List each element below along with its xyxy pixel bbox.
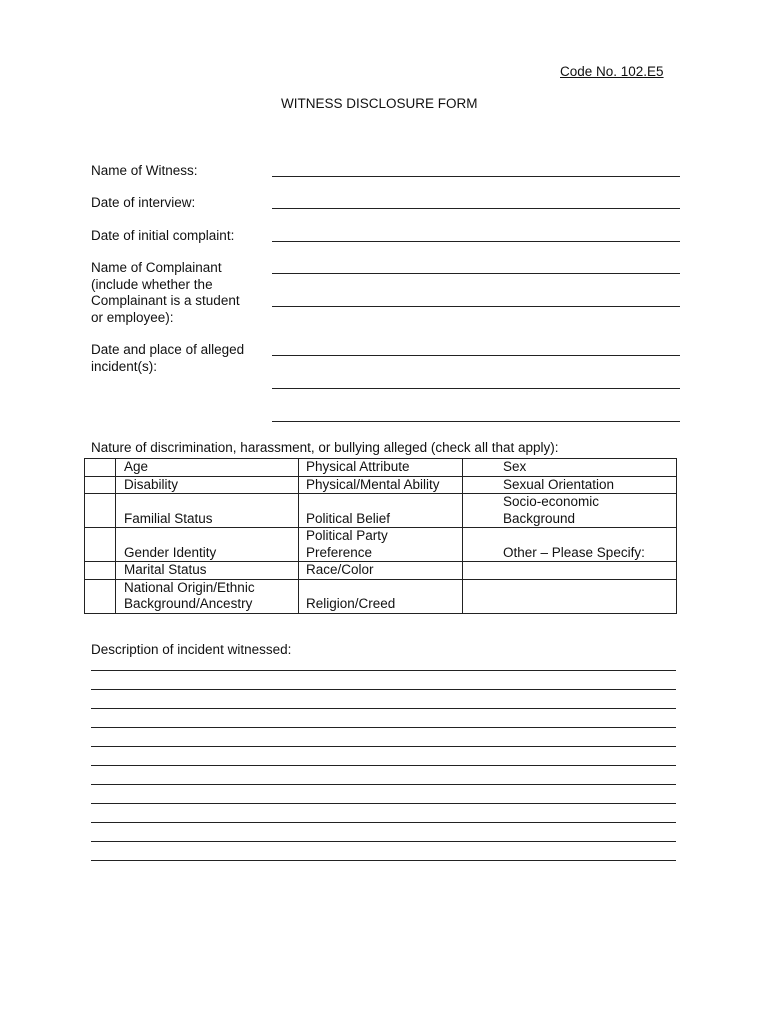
date-initial-complaint-label: Date of initial complaint: xyxy=(91,228,235,243)
description-line[interactable] xyxy=(91,822,676,823)
checkbox-familial-status[interactable] xyxy=(85,494,116,528)
description-line[interactable] xyxy=(91,803,676,804)
checklist-row xyxy=(85,562,677,580)
option-political-party-preference[interactable]: Political Party Preference xyxy=(299,528,463,562)
description-label: Description of incident witnessed: xyxy=(91,642,292,657)
description-line[interactable] xyxy=(91,860,676,861)
option-sex[interactable]: Sex xyxy=(463,459,677,477)
checklist-row xyxy=(85,494,677,528)
description-line[interactable] xyxy=(91,727,676,728)
name-of-witness-label: Name of Witness: xyxy=(91,163,198,178)
checkbox-gender-identity[interactable] xyxy=(85,528,116,562)
name-of-witness-field[interactable] xyxy=(272,176,680,177)
name-of-complainant-field-2[interactable] xyxy=(272,306,680,307)
description-line[interactable] xyxy=(91,746,676,747)
option-religion-creed[interactable]: Religion/Creed xyxy=(299,579,463,613)
description-line[interactable] xyxy=(91,689,676,690)
option-national-origin-ethnic: National Origin/Ethnic Background/Ancestry xyxy=(116,579,299,613)
description-line[interactable] xyxy=(91,765,676,766)
option-marital-status: Marital Status xyxy=(116,562,299,580)
date-place-incident-label: Date and place of alleged incident(s): xyxy=(91,342,245,374)
date-initial-complaint-field[interactable] xyxy=(272,241,680,242)
name-of-complainant-label: Name of Complainant (include whether the Complainant is a student or employee): xyxy=(91,260,240,325)
code-number: Code No. 102.E5 xyxy=(560,64,664,79)
option-disability: Disability xyxy=(116,476,299,494)
checkbox-age[interactable] xyxy=(85,459,116,477)
checkbox-marital-status[interactable] xyxy=(85,562,116,580)
checklist-row xyxy=(85,528,677,562)
name-of-complainant-field-1[interactable] xyxy=(272,273,680,274)
description-line[interactable] xyxy=(91,784,676,785)
checklist-row xyxy=(85,459,677,477)
form-title: WITNESS DISCLOSURE FORM xyxy=(281,96,478,111)
date-place-incident-field-3[interactable] xyxy=(272,421,680,422)
option-physical-attribute[interactable]: Physical Attribute xyxy=(299,459,463,477)
option-socio-economic-background[interactable]: Socio-economic Background xyxy=(463,494,677,528)
checkbox-national-origin[interactable] xyxy=(85,579,116,613)
option-sexual-orientation[interactable]: Sexual Orientation xyxy=(463,476,677,494)
date-place-incident-field-2[interactable] xyxy=(272,388,680,389)
option-familial-status: Familial Status xyxy=(116,494,299,528)
date-of-interview-label: Date of interview: xyxy=(91,195,196,210)
option-race-color[interactable]: Race/Color xyxy=(299,562,463,580)
date-of-interview-field[interactable] xyxy=(272,208,680,209)
option-political-belief[interactable]: Political Belief xyxy=(299,494,463,528)
option-gender-identity: Gender Identity xyxy=(116,528,299,562)
checklist-row xyxy=(85,579,677,613)
description-line[interactable] xyxy=(91,708,676,709)
nature-prompt: Nature of discrimination, harassment, or bullying alleged (check all that apply): xyxy=(91,440,559,455)
description-line[interactable] xyxy=(91,841,676,842)
discrimination-checklist xyxy=(84,458,677,614)
option-other-specify[interactable]: Other – Please Specify: xyxy=(463,528,677,562)
other-specify-space[interactable] xyxy=(463,562,677,580)
option-physical-mental-ability[interactable]: Physical/Mental Ability xyxy=(299,476,463,494)
date-place-incident-field-1[interactable] xyxy=(272,355,680,356)
option-age: Age xyxy=(116,459,299,477)
other-specify-space-2[interactable] xyxy=(463,579,677,613)
checklist-row xyxy=(85,476,677,494)
checkbox-disability[interactable] xyxy=(85,476,116,494)
description-line[interactable] xyxy=(91,670,676,671)
